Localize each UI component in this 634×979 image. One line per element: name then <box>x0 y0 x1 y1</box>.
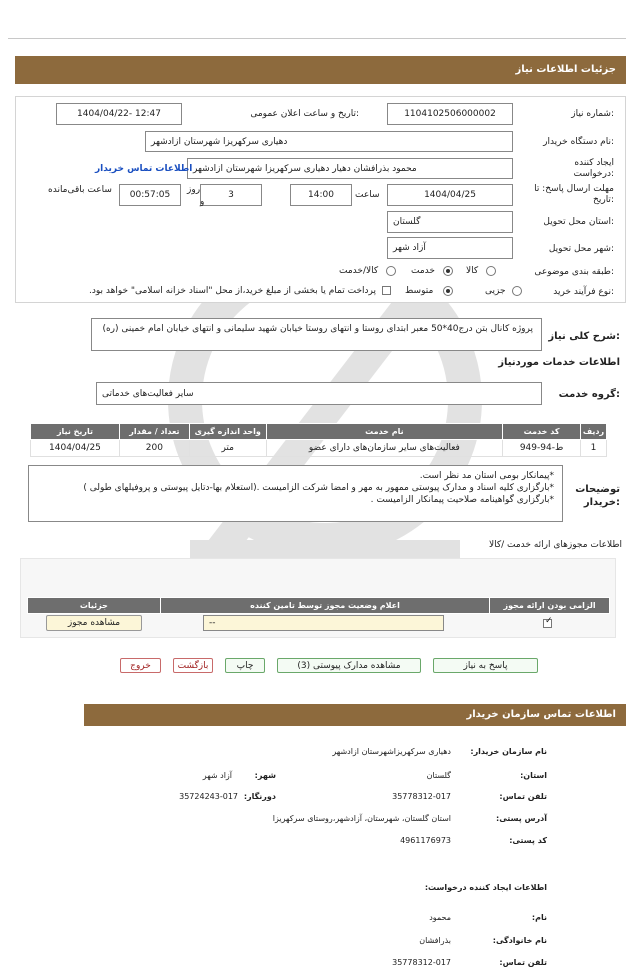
deadline-time-field: 14:00 <box>290 184 352 206</box>
buyer-org-label: نام دستگاه خریدار: <box>543 137 614 147</box>
creator-phone-label: تلفن تماس: <box>499 958 547 967</box>
deadline-label: مهلت ارسال پاسخ: تا <box>534 184 614 194</box>
announce-date-field: 1404/04/22- 12:47 <box>56 103 182 125</box>
view-license-button[interactable]: مشاهده مجوز <box>46 615 142 631</box>
print-button[interactable]: چاپ <box>225 658 265 673</box>
creator-name-value: محمود <box>429 913 451 922</box>
services-info-title: اطلاعات خدمات موردنیاز <box>498 357 620 368</box>
process-option-minor: جزیی <box>485 286 506 296</box>
buyer-notes-label-2: خریدار: <box>583 497 620 508</box>
col-details: جزئیات <box>28 598 161 614</box>
contact-org-label: نام سازمان خریدار: <box>470 747 547 756</box>
buyer-contact-link[interactable]: اطلاعات تماس خریدار <box>95 164 193 174</box>
buyer-note-line-1: *پیمانکار بومی استان مد نظر است. <box>419 471 554 481</box>
licenses-title: اطلاعات مجوزهای ارائه خدمت /کالا <box>488 540 622 550</box>
contact-city-value: آزاد شهر <box>202 771 232 780</box>
buyer-notes-box <box>28 465 563 522</box>
creator-family-value: بذرافشان <box>419 936 451 945</box>
col-row: ردیف <box>581 424 607 440</box>
creator-section-title: اطلاعات ایجاد کننده درخواست: <box>424 883 547 892</box>
category-radio-goods-service[interactable] <box>386 266 396 276</box>
col-qty: تعداد / مقدار <box>119 424 189 440</box>
contact-fax-value: 35724243-017 <box>179 792 238 801</box>
creator-label-2: درخواست: <box>573 169 614 179</box>
province-field: گلستان <box>387 211 513 233</box>
buyer-note-line-3: *بارگزاری گواهینامه صلاحیت پیمانکار الزامیست . <box>370 495 554 505</box>
contact-org-value: دهیاری سرکهریزاشهرستان ازادشهر <box>332 747 451 756</box>
licenses-table-header <box>28 598 610 614</box>
category-option-goods-service: کالا/خدمت <box>339 266 379 276</box>
col-name: نام خدمت <box>266 424 502 440</box>
category-label: طبقه بندی موضوعی: <box>534 267 614 277</box>
remaining-time-field: 00:57:05 <box>119 184 181 206</box>
licenses-table <box>27 597 610 614</box>
table-row <box>31 440 607 457</box>
buyer-note-line-2: *بارگزاری کلیه اسناد و مدارک پیوستی ممهور به مهر و امضا شرکت الزامیست .(استعلام بها-دتایل پیوستی و پروفیلهای طولی ) <box>83 483 554 493</box>
creator-label: ایجاد کننده <box>574 158 614 168</box>
category-option-goods: کالا <box>466 266 479 276</box>
exit-button[interactable]: خروج <box>120 658 161 673</box>
process-radio-medium[interactable] <box>443 286 453 296</box>
announce-date-label: تاریخ و ساعت اعلان عمومی: <box>250 109 359 119</box>
col-date: تاریخ نیاز <box>31 424 120 440</box>
contact-address-value: استان گلستان، شهرستان، آزادشهر،روستای سرکهریزا <box>272 814 451 823</box>
col-required: الزامی بودن ارائه مجوز <box>490 598 610 614</box>
contact-province-label: استان: <box>520 771 547 780</box>
contact-phone-label: تلفن تماس: <box>499 792 547 801</box>
cell-unit: متر <box>189 440 266 457</box>
treasury-checkbox[interactable] <box>382 286 391 295</box>
deadline-time-label: ساعت <box>355 190 380 200</box>
creator-name-label: نام: <box>531 913 547 922</box>
page-header: جزئیات اطلاعات نیاز <box>15 56 626 84</box>
creator-family-label: نام خانوادگی: <box>492 936 547 945</box>
need-number-label: شماره نیاز: <box>571 109 614 119</box>
services-table-header <box>31 424 607 440</box>
contact-province-value: گلستان <box>426 771 451 780</box>
remaining-time-label: ساعت باقی‌مانده <box>48 185 112 195</box>
days-label: روز <box>187 185 201 195</box>
contact-city-label: شهر: <box>254 771 276 780</box>
days-field: 3 <box>200 184 262 206</box>
and-label: و <box>200 197 205 207</box>
service-group-field: سایر فعالیت‌های خدماتی <box>96 382 542 405</box>
contact-address-label: آدرس پستی: <box>496 814 547 823</box>
back-button[interactable]: بازگشت <box>173 658 213 673</box>
col-status: اعلام وضعیت مجوز توسط تامین کننده <box>160 598 489 614</box>
category-radio-service[interactable] <box>443 266 453 276</box>
process-radio-minor[interactable] <box>512 286 522 296</box>
deadline-label-2: تاریخ: <box>593 195 614 205</box>
contact-header: اطلاعات تماس سازمان خریدار <box>84 704 626 726</box>
category-option-service: خدمت <box>411 266 435 276</box>
reply-button[interactable]: پاسخ به نیاز <box>433 658 538 673</box>
creator-phone-value: 35778312-017 <box>392 958 451 967</box>
cell-code: ط-94-949 <box>503 440 581 457</box>
contact-postal-label: کد پستی: <box>509 836 547 845</box>
summary-label: شرح کلی نیاز: <box>548 331 620 342</box>
cell-name: فعالیت‌های سایر سازمان‌های دارای عضو <box>266 440 502 457</box>
summary-text: پروژه کانال بتن درج40*50 معبر ابتدای روستا و انتهای روستا خیابان شهید سلیمانی و انتهای خیابان امام خمینی (ره) <box>91 318 542 351</box>
check-icon: ✓ <box>545 616 553 626</box>
license-status-field: -- <box>203 615 444 631</box>
services-table <box>30 423 607 457</box>
city-field: آزاد شهر <box>387 237 513 259</box>
buyer-notes-label: توضیحات <box>575 484 620 495</box>
category-radio-goods[interactable] <box>486 266 496 276</box>
cell-date: 1404/04/25 <box>31 440 120 457</box>
attachments-button[interactable]: مشاهده مدارک پیوستی (3) <box>277 658 421 673</box>
col-code: کد خدمت <box>503 424 581 440</box>
contact-fax-label: دورنگار: <box>243 792 276 801</box>
contact-phone-value: 35778312-017 <box>392 792 451 801</box>
city-label: شهر محل تحویل: <box>548 244 614 254</box>
col-unit: واحد اندازه گیری <box>189 424 266 440</box>
cell-row: 1 <box>581 440 607 457</box>
top-divider <box>8 38 626 39</box>
treasury-note: پرداخت تمام یا بخشی از مبلغ خرید،از محل "اسناد خزانه اسلامی" خواهد بود. <box>88 286 376 296</box>
cell-qty: 200 <box>119 440 189 457</box>
process-label: نوع فرآیند خرید: <box>553 287 614 297</box>
deadline-date-field: 1404/04/25 <box>387 184 513 206</box>
contact-postal-value: 4961176973 <box>400 836 451 845</box>
creator-field: محمود بذرافشان دهیار دهیاری سرکهریزا شهرستان ازادشهر <box>187 158 513 179</box>
process-option-medium: متوسط <box>405 286 434 296</box>
buyer-org-field: دهیاری سرکهریزا شهرستان ازادشهر <box>145 131 513 152</box>
service-group-label: گروه خدمت: <box>558 389 620 400</box>
province-label: استان محل تحویل: <box>543 217 614 227</box>
need-number-field: 1104102506000002 <box>387 103 513 125</box>
